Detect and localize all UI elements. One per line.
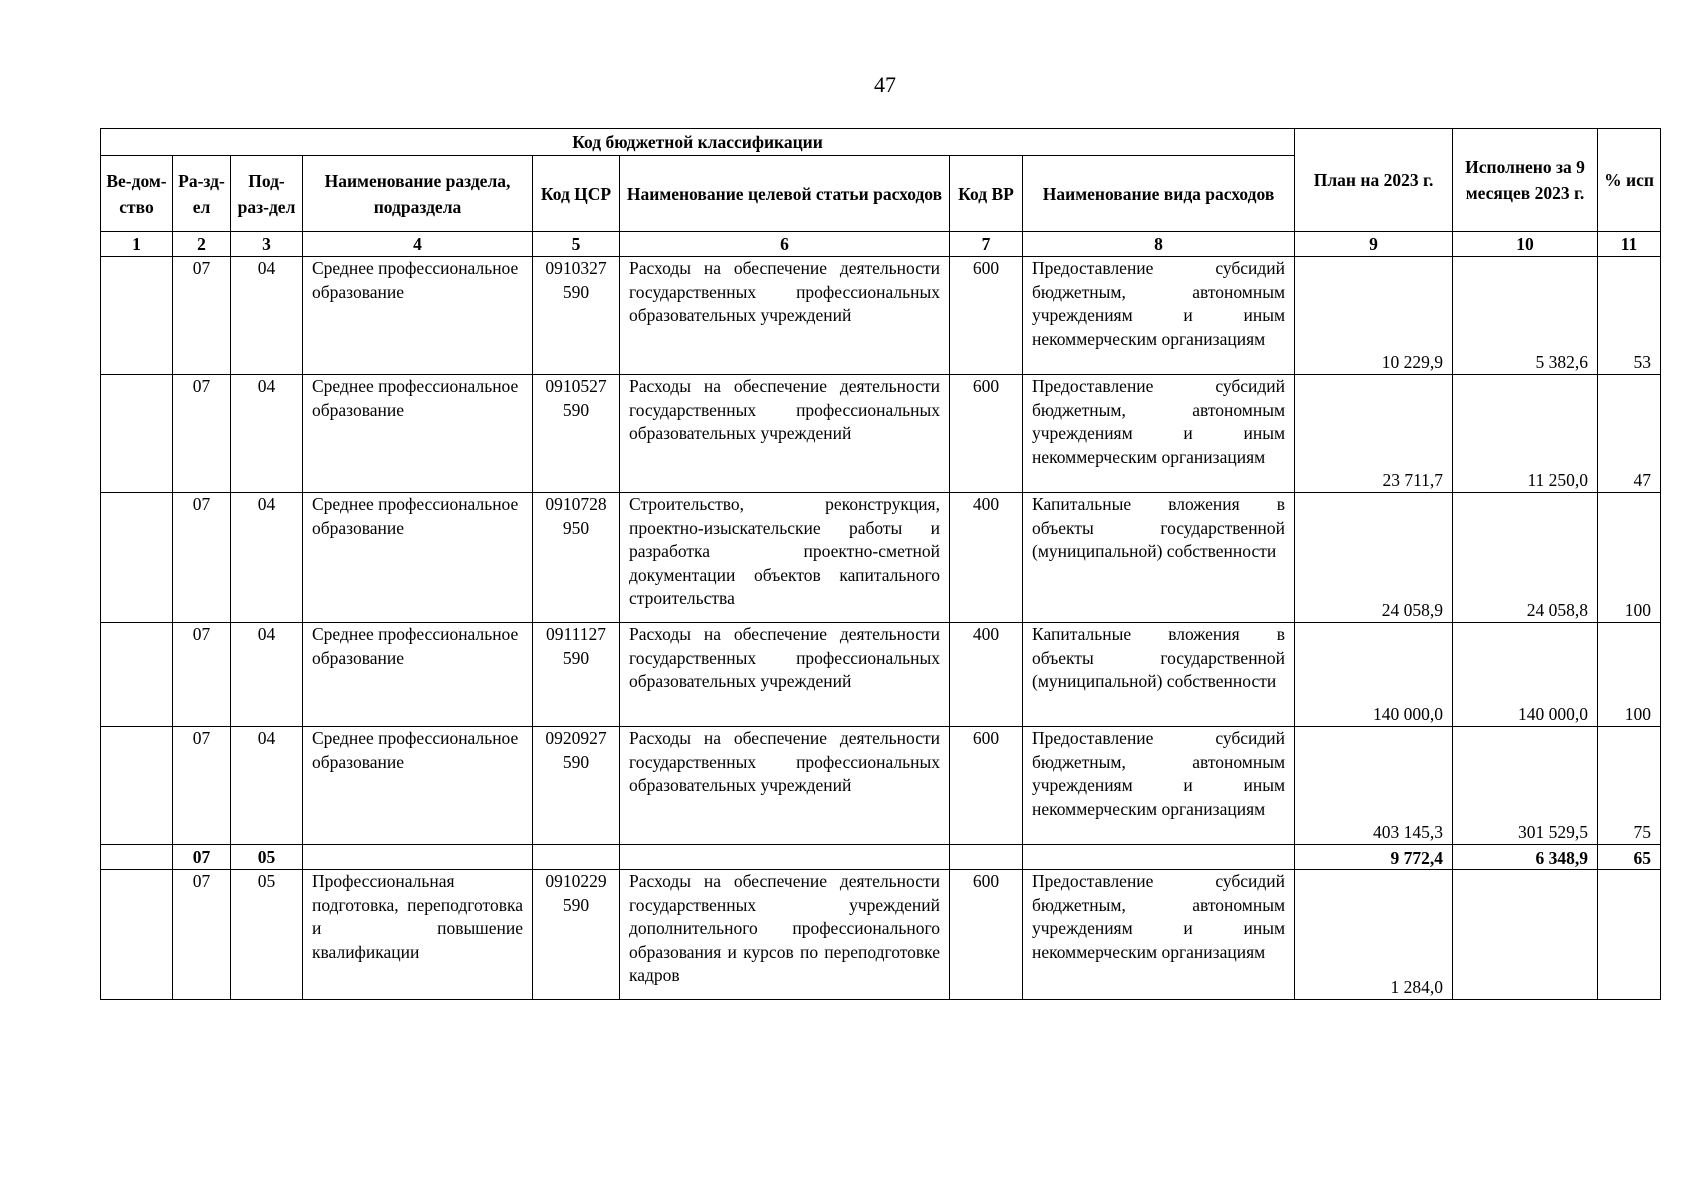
cell-podrazdel: 05 (231, 870, 303, 1000)
cell-podrazdel: 04 (231, 493, 303, 623)
column-number: 5 (533, 232, 620, 257)
cell-plan: 403 145,3 (1295, 727, 1453, 845)
header-plan: План на 2023 г. (1295, 129, 1453, 232)
cell-target-name: Расходы на обеспечение деятельности государственных профессиональных образовательных учреждений (620, 375, 950, 493)
cell-percent: 75 (1598, 727, 1661, 845)
cell-target-name: Расходы на обеспечение деятельности государственных профессиональных образовательных учреждений (620, 727, 950, 845)
cell-plan: 1 284,0 (1295, 870, 1453, 1000)
cell-podrazdel: 04 (231, 257, 303, 375)
column-number: 2 (173, 232, 231, 257)
cell-kvr: 600 (950, 727, 1023, 845)
header-kcsr: Код ЦСР (533, 156, 620, 232)
column-number: 10 (1453, 232, 1598, 257)
cell-target-name: Строительство, реконструкция, проектно-изыскательские работы и разработка проектно-сметной документации объектов капитального строительства (620, 493, 950, 623)
cell-podrazdel: 05 (231, 845, 303, 870)
cell-vedomstvo (101, 257, 173, 375)
cell-razdel-name: Среднее профессиональное образование (303, 493, 533, 623)
cell-podrazdel: 04 (231, 375, 303, 493)
cell-executed: 6 348,9 (1453, 845, 1598, 870)
header-executed: Исполнено за 9 месяцев 2023 г. (1453, 129, 1598, 232)
cell-plan: 23 711,7 (1295, 375, 1453, 493)
cell-percent: 100 (1598, 623, 1661, 727)
header-percent: % исп (1598, 129, 1661, 232)
header-vr-name: Наименование вида расходов (1023, 156, 1295, 232)
cell-razdel: 07 (173, 623, 231, 727)
column-number: 11 (1598, 232, 1661, 257)
cell-vr-name: Предоставление субсидий бюджетным, автономным учреждениям и иным некоммерческим организациям (1023, 727, 1295, 845)
cell-percent: 65 (1598, 845, 1661, 870)
column-number: 4 (303, 232, 533, 257)
cell-executed: 140 000,0 (1453, 623, 1598, 727)
cell-kvr: 400 (950, 493, 1023, 623)
cell-executed: 5 382,6 (1453, 257, 1598, 375)
column-number: 7 (950, 232, 1023, 257)
cell-kcsr (533, 845, 620, 870)
cell-razdel-name: Профессиональная подготовка, переподготовка и повышение квалификации (303, 870, 533, 1000)
cell-kvr: 400 (950, 623, 1023, 727)
cell-vr-name: Капитальные вложения в объекты государственной (муниципальной) собственности (1023, 623, 1295, 727)
cell-executed: 11 250,0 (1453, 375, 1598, 493)
cell-razdel-name: Среднее профессиональное образование (303, 727, 533, 845)
cell-razdel: 07 (173, 493, 231, 623)
table-row (101, 623, 1661, 727)
cell-vr-name: Предоставление субсидий бюджетным, автономным учреждениям и иным некоммерческим организациям (1023, 870, 1295, 1000)
column-number: 1 (101, 232, 173, 257)
budget-table (100, 128, 1661, 1000)
cell-plan: 140 000,0 (1295, 623, 1453, 727)
cell-razdel-name: Среднее профессиональное образование (303, 375, 533, 493)
header-razdel-name: Наименование раздела, подраздела (303, 156, 533, 232)
cell-kcsr: 0910728950 (533, 493, 620, 623)
table-row (101, 493, 1661, 623)
cell-plan: 10 229,9 (1295, 257, 1453, 375)
cell-kcsr: 0910527590 (533, 375, 620, 493)
cell-vedomstvo (101, 623, 173, 727)
cell-percent: 53 (1598, 257, 1661, 375)
cell-executed: 24 058,8 (1453, 493, 1598, 623)
cell-vedomstvo (101, 727, 173, 845)
header-vedomstvo: Ве-дом-ство (101, 156, 173, 232)
header-kvr: Код ВР (950, 156, 1023, 232)
cell-target-name: Расходы на обеспечение деятельности государственных профессиональных образовательных учреждений (620, 623, 950, 727)
cell-kvr (950, 845, 1023, 870)
header-razdel: Ра-зд-ел (173, 156, 231, 232)
column-number: 8 (1023, 232, 1295, 257)
cell-razdel: 07 (173, 870, 231, 1000)
cell-vr-name: Предоставление субсидий бюджетным, автономным учреждениям и иным некоммерческим организациям (1023, 257, 1295, 375)
cell-vedomstvo (101, 375, 173, 493)
table-row (101, 257, 1661, 375)
cell-target-name: Расходы на обеспечение деятельности государственных учреждений дополнительного профессионального образования и курсов по переподготовке кадров (620, 870, 950, 1000)
header-target-name: Наименование целевой статьи расходов (620, 156, 950, 232)
cell-razdel: 07 (173, 375, 231, 493)
cell-kcsr: 0920927590 (533, 727, 620, 845)
cell-kcsr: 0910229590 (533, 870, 620, 1000)
table-row (101, 870, 1661, 1000)
cell-plan: 9 772,4 (1295, 845, 1453, 870)
cell-razdel-name: Среднее профессиональное образование (303, 623, 533, 727)
cell-executed (1453, 870, 1598, 1000)
table-row (101, 375, 1661, 493)
header-budget-classification: Код бюджетной классификации (101, 129, 1295, 156)
cell-percent: 47 (1598, 375, 1661, 493)
column-numbers-row (101, 232, 1661, 257)
cell-vr-name: Капитальные вложения в объекты государственной (муниципальной) собственности (1023, 493, 1295, 623)
table-row (101, 727, 1661, 845)
cell-target-name: Расходы на обеспечение деятельности государственных профессиональных образовательных учреждений (620, 257, 950, 375)
cell-razdel: 07 (173, 845, 231, 870)
column-number: 6 (620, 232, 950, 257)
cell-kvr: 600 (950, 257, 1023, 375)
cell-target-name (620, 845, 950, 870)
cell-vedomstvo (101, 493, 173, 623)
cell-kcsr: 0911127590 (533, 623, 620, 727)
page-number: 47 (874, 72, 896, 97)
column-number: 9 (1295, 232, 1453, 257)
cell-razdel-name: Среднее профессиональное образование (303, 257, 533, 375)
cell-vedomstvo (101, 870, 173, 1000)
cell-vedomstvo (101, 845, 173, 870)
cell-razdel: 07 (173, 257, 231, 375)
cell-vr-name: Предоставление субсидий бюджетным, автономным учреждениям и иным некоммерческим организациям (1023, 375, 1295, 493)
cell-podrazdel: 04 (231, 727, 303, 845)
column-number: 3 (231, 232, 303, 257)
cell-kcsr: 0910327590 (533, 257, 620, 375)
header-podrazdel: Под-раз-дел (231, 156, 303, 232)
cell-percent: 100 (1598, 493, 1661, 623)
cell-percent (1598, 870, 1661, 1000)
cell-razdel: 07 (173, 727, 231, 845)
cell-podrazdel: 04 (231, 623, 303, 727)
cell-executed: 301 529,5 (1453, 727, 1598, 845)
cell-plan: 24 058,9 (1295, 493, 1453, 623)
cell-razdel-name (303, 845, 533, 870)
cell-kvr: 600 (950, 375, 1023, 493)
cell-kvr: 600 (950, 870, 1023, 1000)
subtotal-row (101, 845, 1661, 870)
cell-vr-name (1023, 845, 1295, 870)
